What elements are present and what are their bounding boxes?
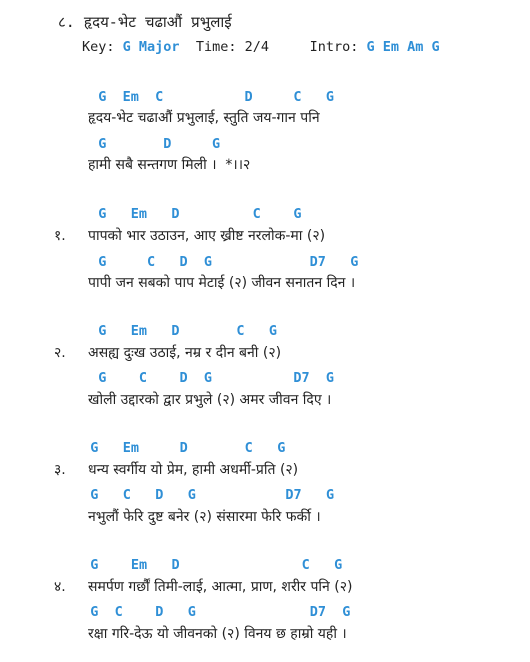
lyric-line: समर्पण गर्छौं तिमी-लाई, आत्मा, प्राण, शरीर पनि (२) [88,579,353,595]
chord-line: G D G [82,136,221,152]
time-value: 2/4 [244,39,269,55]
verse-number: २. [54,345,66,361]
chord-line: G Em D C G [82,323,278,339]
lyric-line: नभुलौं फेरि दुष्ट बनेर (२) संसारमा फेरि फर्की । [88,509,321,525]
lyric-line: रक्षा गरि-देऊ यो जीवनको (२) विनय छ हाम्रो यही । [88,626,347,642]
lyric-line: पापी जन सबको पाप मेटाई (२) जीवन सनातन दिन । [88,275,356,291]
lyric-line: असह्य दुःख उठाई, नम्र र दीन बनी (२) [88,345,282,361]
lyric-line: खोली उद्दारको द्वार प्रभुले (२) अमर जीवन दिए । [88,392,332,408]
time-label: Time: [195,39,245,55]
chord-line: G C D G D7 G [82,254,359,270]
verse-number: ४. [54,579,66,595]
lyric-line: हामी सबै सन्तगण मिली । *।।२ [88,157,251,173]
chord-line: G C D G D7 G [74,487,335,503]
key-label: Key: [82,39,123,55]
chord-line: G Em D C G [82,206,302,222]
song-meta [82,37,440,57]
chord-line: G Em D C G [74,440,286,456]
intro-label: Intro: [309,39,367,55]
verse-number: १. [54,228,66,244]
intro-value: G Em Am G [366,39,440,55]
key-value: G Major [122,39,180,55]
chord-line: G Em D C G [74,557,343,573]
verse-number: ३. [54,462,66,478]
song-title: ८. हृदय-भेट चढाऔं प्रभुलाई [58,13,232,31]
lyric-line: पापको भार उठाउन, आए ख्रीष्ट नरलोक-मा (२) [88,228,326,244]
chord-line: G C D G D7 G [82,370,334,386]
chord-line: G C D G D7 G [74,604,351,620]
lyric-line: धन्य स्वर्गीय यो प्रेम, हामी अधर्मी-प्रति (२) [88,462,299,478]
lyric-line: हृदय-भेट चढाऔं प्रभुलाई, स्तुति जय-गान पनि [88,110,320,126]
chord-line: G Em C D C G [82,89,334,105]
